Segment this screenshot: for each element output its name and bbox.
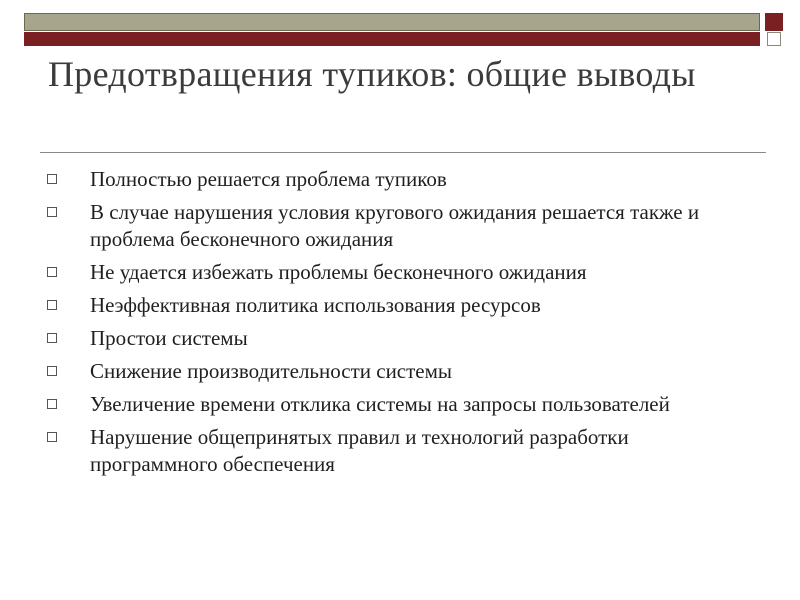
square-bullet-icon <box>47 207 57 217</box>
list-item <box>40 325 760 352</box>
list-item <box>40 259 760 286</box>
list-item <box>40 424 760 478</box>
list-item-text: В случае нарушения условия кругового ожидания решается также и проблема бесконечного ожидания <box>90 200 700 251</box>
corner-outline-square <box>767 32 781 46</box>
list-item <box>40 391 760 418</box>
list-item-text: Полностью решается проблема тупиков <box>90 167 447 191</box>
list-item <box>40 292 760 319</box>
list-item-text: Неэффективная политика использования ресурсов <box>90 293 541 317</box>
list-item-text: Не удается избежать проблемы бесконечного ожидания <box>90 260 587 284</box>
header-maroon-bar <box>24 32 760 46</box>
square-bullet-icon <box>47 267 57 277</box>
corner-maroon-square <box>765 13 783 31</box>
list-item-text: Снижение производительности системы <box>90 359 453 383</box>
title-divider <box>40 152 766 153</box>
header-olive-bar <box>24 13 760 31</box>
square-bullet-icon <box>47 300 57 310</box>
square-bullet-icon <box>47 333 57 343</box>
square-bullet-icon <box>47 366 57 376</box>
list-item-text: Нарушение общепринятых правил и технологий разработки программного обеспечения <box>90 425 629 476</box>
list-item <box>40 166 760 193</box>
list-item-text: Простои системы <box>90 326 248 350</box>
list-item-text: Увеличение времени отклика системы на запросы пользователей <box>90 392 670 416</box>
bullet-list <box>40 166 760 484</box>
square-bullet-icon <box>47 399 57 409</box>
square-bullet-icon <box>47 174 57 184</box>
square-bullet-icon <box>47 432 57 442</box>
list-item <box>40 199 760 253</box>
slide-title: Предотвращения тупиков: общие выводы <box>48 54 696 94</box>
list-item <box>40 358 760 385</box>
